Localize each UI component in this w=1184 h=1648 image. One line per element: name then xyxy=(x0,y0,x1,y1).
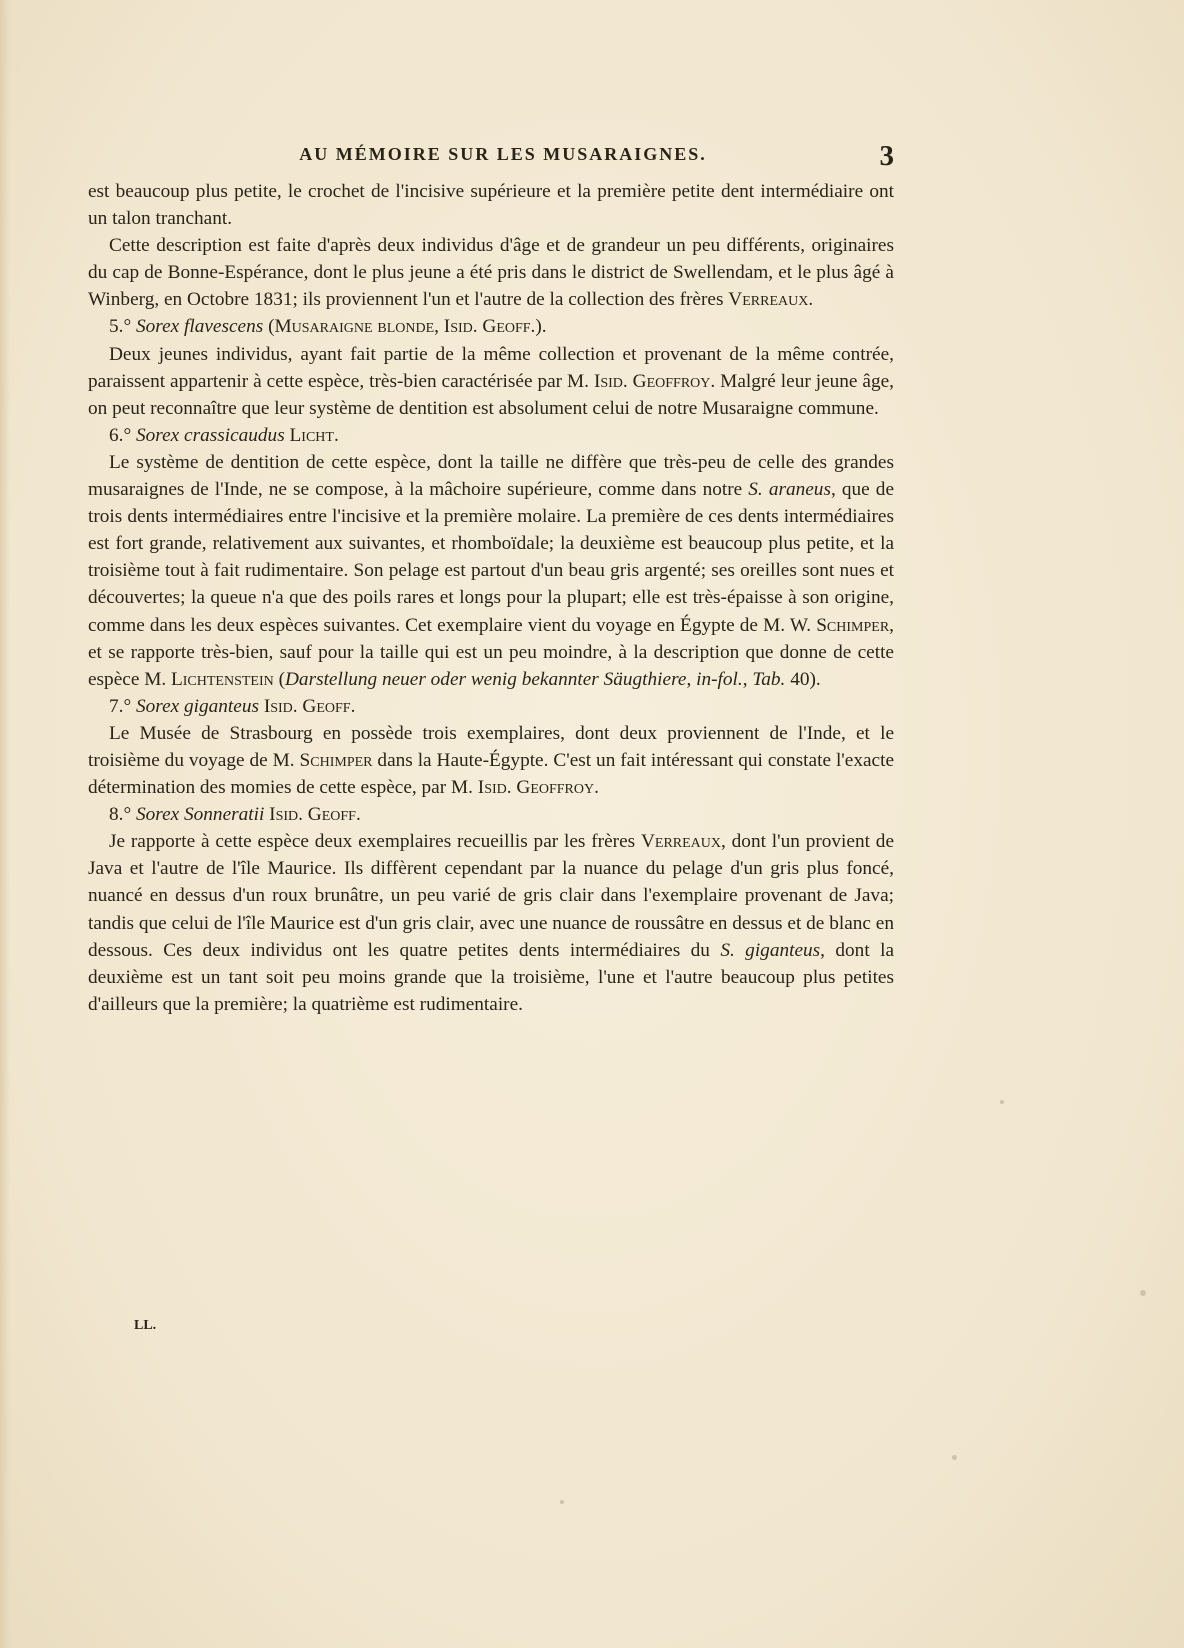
paragraph xyxy=(88,449,894,693)
paper-spot xyxy=(1000,1100,1004,1104)
paragraph xyxy=(88,693,894,720)
text-run: 8.° xyxy=(109,804,136,826)
running-head: AU MÉMOIRE SUR LES MUSARAIGNES. xyxy=(299,144,707,164)
paragraph xyxy=(88,422,894,449)
italic-text: in-fol. xyxy=(696,668,743,690)
text-run: dans la Haute-Égypte. C'est un fait intéressant qui constate l'exacte détermination des momies de cette espèce, par M. xyxy=(88,749,894,799)
paragraph-text: est beaucoup plus petite, le crochet de l'incisive supérieure et la première petite dent intermédiaire ont un talon tranchant. xyxy=(88,181,894,230)
paper-spot xyxy=(952,1455,957,1460)
page-number: 3 xyxy=(879,140,894,172)
paragraph xyxy=(88,313,894,340)
paragraph xyxy=(88,720,894,801)
small-caps-name: Schimper xyxy=(299,749,373,771)
paper-spot xyxy=(1140,1290,1146,1296)
text-run: , xyxy=(686,668,697,690)
small-caps-name: Schimper xyxy=(816,614,890,636)
text-run: ( xyxy=(273,668,285,690)
paper-spot xyxy=(560,1500,564,1504)
small-caps-name: Isid. Geoff. xyxy=(443,316,536,338)
small-caps-name: Isid. Geoffroy xyxy=(593,370,711,392)
italic-text: Tab. xyxy=(752,668,786,690)
text-run: . Malgré leur jeune âge, on peut reconnaître que leur système de dentition est absolument celui de notre Musaraigne commune. xyxy=(88,370,895,419)
text-run: 40). xyxy=(785,668,821,690)
paragraph xyxy=(88,341,894,422)
text-run: 6.° xyxy=(109,424,136,446)
text-run: ( xyxy=(263,316,275,338)
italic-text: S. araneus xyxy=(748,479,831,501)
small-caps-name: Verreaux xyxy=(728,289,809,311)
body-text xyxy=(88,178,894,1018)
text-run: Deux jeunes individus, ayant fait partie de la même collection et provenant de la même contrée, paraissent appartenir à cette espèce, très-bien caractérisée par M. xyxy=(88,343,894,392)
text-run: Le système de dentition de cette espèce, dont la taille ne diffère que très-peu de celle des grandes musaraignes de l'Inde, ne se compose, à la mâchoire supérieure, comme dans notre xyxy=(88,451,894,501)
text-run: , dont la deuxième est un tant soit peu moins grande que la troisième, l'une et l'autre beaucoup plus petites d'ailleurs que la première; la quatrième est rudimentaire. xyxy=(88,939,895,1015)
text-run: , dont l'un provient de Java et l'autre de l'île Maurice. Ils diffèrent cependant par la nuance du pelage d'un gris plus foncé, nuancé en dessus d'un roux brunâtre, un peu varié de gris clair dans l'exemplaire provenant de Java; tandis que celui de l'île Maurice est d'un gris clair, avec une nuance de roussâtre en dessus et de blanc en dessous. Ces deux individus ont les quatre petites dents intermédiaires du xyxy=(88,831,894,961)
signature-mark: LL. xyxy=(134,1318,157,1333)
small-caps-name: Lichtenstein xyxy=(170,668,274,690)
small-caps-name: Isid. Geoffroy xyxy=(477,777,595,799)
text-run: Je rapporte à cette espèce deux exemplaires recueillis par les frères xyxy=(109,831,641,853)
small-caps-name: Verreaux xyxy=(640,831,722,853)
text-run: , xyxy=(434,316,444,338)
text-run: ). xyxy=(535,316,547,338)
italic-text: Sorex flavescens xyxy=(136,316,264,338)
paragraph xyxy=(88,828,894,1018)
italic-text: Sorex crassicaudus xyxy=(136,424,285,446)
text-run: 5.° xyxy=(109,316,136,338)
small-caps-name: Musaraigne blonde xyxy=(274,316,435,338)
italic-text: Sorex Sonneratii xyxy=(136,804,265,826)
text-run: Cette description est faite d'après deux individus d'âge et de grandeur un peu différents, originaires du cap de Bonne-Espérance, dont le plus jeune a été pris dans le district de Swellendam, et le plus âgé à Winberg, en Octobre 1831; ils proviennent l'un et l'autre de la collection des frères xyxy=(88,235,894,311)
text-run: , que de trois dents intermédiaires entre l'incisive et la première molaire. La première de ces dents intermédiaires est fort grande, relativement aux suivantes, et rhomboïdale; la deuxième est beaucoup plus petite, et la troisième tout à fait rudimentaire. Son pelage est partout d'un beau gris argenté; ses oreilles sont nues et découvertes; la queue n'a que des poils rares et longs pour la plupart; elle est très-épaisse à son origine, comme dans les deux espèces suivantes. Cet exemplaire vient du voyage en Égypte de M. W. xyxy=(88,479,895,636)
italic-text: Darstellung neuer oder wenig bekannter Säugthiere xyxy=(285,668,687,690)
text-run: , et se rapporte très-bien, sauf pour la taille qui est un peu moindre, à la description que donne de cette espèce M. xyxy=(88,614,894,690)
page-binding-shadow xyxy=(0,0,10,1648)
small-caps-name: Licht. xyxy=(289,424,339,446)
text-run: 7.° xyxy=(109,695,136,717)
text-run: . xyxy=(594,777,599,799)
text-run: Le Musée de Strasbourg en possède trois exemplaires, dont deux proviennent de l'Inde, et le troisième du voyage de M. xyxy=(88,722,894,771)
text-run: , xyxy=(742,668,753,690)
paragraph xyxy=(88,232,894,313)
italic-text: Sorex giganteus xyxy=(136,695,259,717)
paragraph xyxy=(88,801,894,828)
text-run: . xyxy=(808,289,814,311)
small-caps-name: Isid. Geoff. xyxy=(269,804,361,826)
paragraph xyxy=(88,178,894,232)
small-caps-name: Isid. Geoff. xyxy=(263,695,356,717)
italic-text: S. giganteus xyxy=(720,939,821,961)
